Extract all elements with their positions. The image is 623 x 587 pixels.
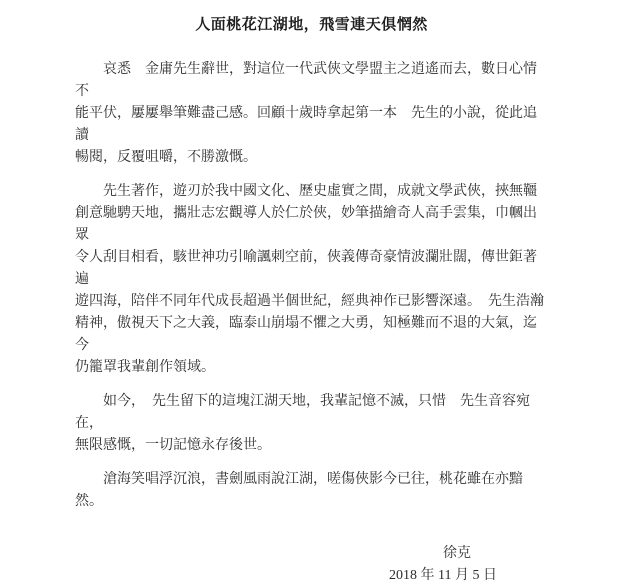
paragraph bbox=[75, 469, 547, 513]
signature-name: 徐克 bbox=[443, 546, 471, 561]
paragraph bbox=[75, 59, 547, 169]
paragraphs bbox=[75, 59, 547, 513]
paragraph-line: 哀悉 金庸先生辭世，對這位一代武俠文學盟主之逍遙而去，數日心情不 bbox=[75, 62, 537, 99]
paragraph-line: 暢閱，反覆咀嚼，不勝激慨。 bbox=[75, 150, 257, 165]
signature-block bbox=[75, 543, 497, 587]
paragraph bbox=[75, 181, 547, 379]
paragraph bbox=[75, 391, 547, 457]
signature-date: 2018 年 11 月 5 日 bbox=[389, 568, 497, 583]
paragraph-line: 精神，傲視天下之大義，臨泰山崩塌不懼之大勇，知極難而不退的大氣，迄今 bbox=[75, 316, 537, 353]
paragraph-line: 創意馳騁天地，攜壯志宏觀導人於仁於俠，妙筆描繪奇人高手雲集，巾幗出眾 bbox=[75, 206, 537, 243]
paragraph-line: 如今， 先生留下的這塊江湖天地，我輩記憶不滅，只惜 先生音容宛在， bbox=[75, 394, 530, 431]
paragraph-line: 先生著作，遊刃於我中國文化、歷史虛實之間，成就文學武俠，挾無韁 bbox=[103, 184, 537, 199]
document-body bbox=[75, 59, 547, 587]
document-title: 人面桃花江湖地，飛雪連天俱惘然 bbox=[195, 17, 428, 33]
paragraph-line: 滄海笑唱浮沉浪，書劍風雨說江湖，嗟傷俠影今已往，桃花雖在亦黯然。 bbox=[75, 472, 523, 509]
paragraph-line: 能平伏，屢屢舉筆難盡己感。回顧十歲時拿起第一本 先生的小說，從此追讀 bbox=[75, 106, 537, 143]
paragraph-line: 遊四海，陪伴不同年代成長超過半個世紀，經典神作已影響深遠。 先生浩瀚 bbox=[75, 294, 544, 309]
paragraph-line: 令人刮目相看，駭世神功引喻諷刺空前，俠義傳奇豪情波瀾壯闊，傳世鉅著遍 bbox=[75, 250, 537, 287]
paragraph-line: 無限感慨，一切記憶永存後世。 bbox=[75, 438, 271, 453]
paragraph-line: 仍籠罩我輩創作領域。 bbox=[75, 360, 215, 375]
